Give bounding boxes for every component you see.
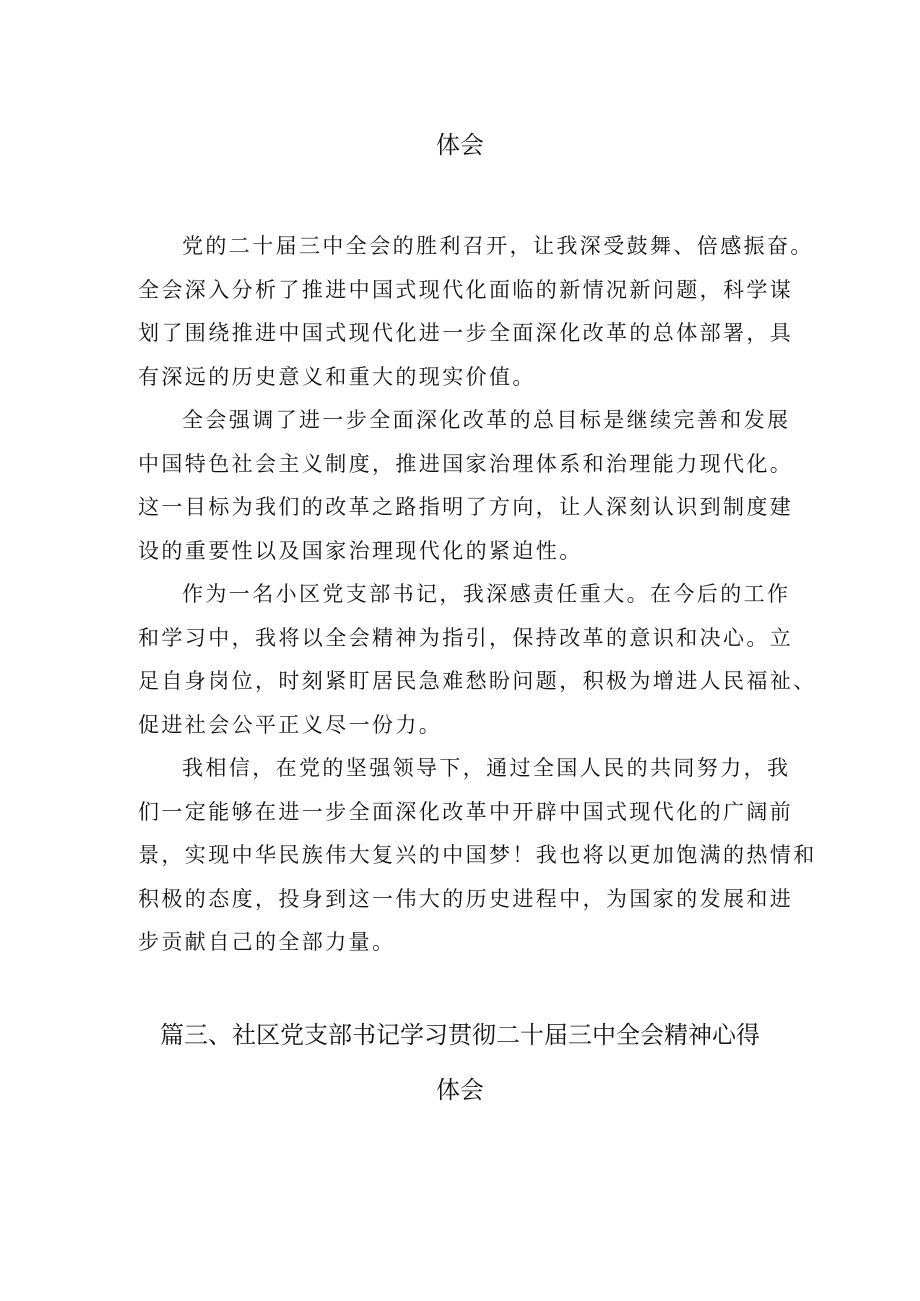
paragraph-line: 划了围绕推进中国式现代化进一步全面深化改革的总体部署，具 (138, 321, 794, 345)
paragraph-line: 积极的态度，投身到这一伟大的历史进程中，为国家的发展和进 (138, 886, 794, 911)
paragraph-line: 们一定能够在进一步全面深化改革中开辟中国式现代化的广阔前 (138, 799, 794, 824)
paragraph-line: 全会强调了进一步全面深化改革的总目标是继续完善和发展 (182, 408, 791, 432)
paragraph-1 (138, 225, 814, 399)
paragraph-4 (138, 747, 817, 965)
paragraph-line: 足自身岗位，时刻紧盯居民急难愁盼问题，积极为增进人民福祉、 (138, 669, 817, 693)
paragraph-line: 步贡献自己的全部力量。 (138, 930, 396, 954)
paragraph-2 (138, 399, 794, 573)
paragraph-line: 作为一名小区党支部书记，我深感责任重大。在今后的工作 (182, 582, 791, 606)
paragraph-line: 和学习中，我将以全会精神为指引，保持改革的意识和决心。立 (138, 625, 794, 650)
section-title-continuation: 体会 (436, 1076, 484, 1104)
paragraph-line: 全会深入分析了推进中国式现代化面临的新情况新问题，科学谋 (138, 277, 794, 302)
section-title: 篇三、社区党支部书记学习贯彻二十届三中全会精神心得 (160, 1021, 760, 1049)
paragraph-line: 有深远的历史意义和重大的现实价值。 (138, 364, 536, 389)
paragraph-line: 促进社会公平正义尽一份力。 (138, 712, 443, 737)
paragraph-line: 这一目标为我们的改革之路指明了方向，让人深刻认识到制度建 (138, 495, 794, 519)
paragraph-line: 设的重要性以及国家治理现代化的紧迫性。 (138, 538, 583, 563)
paragraph-line: 我相信，在党的坚强领导下，通过全国人民的共同努力，我 (182, 756, 791, 780)
paragraph-3 (138, 573, 817, 747)
paragraph-line: 党的二十届三中全会的胜利召开，让我深受鼓舞、倍感振奋。 (182, 234, 814, 258)
section-heading-continuation: 体会 (436, 131, 484, 159)
paragraph-line: 景，实现中华民族伟大复兴的中国梦！我也将以更加饱满的热情和 (138, 843, 817, 867)
paragraph-line: 中国特色社会主义制度，推进国家治理体系和治理能力现代化。 (138, 451, 794, 476)
